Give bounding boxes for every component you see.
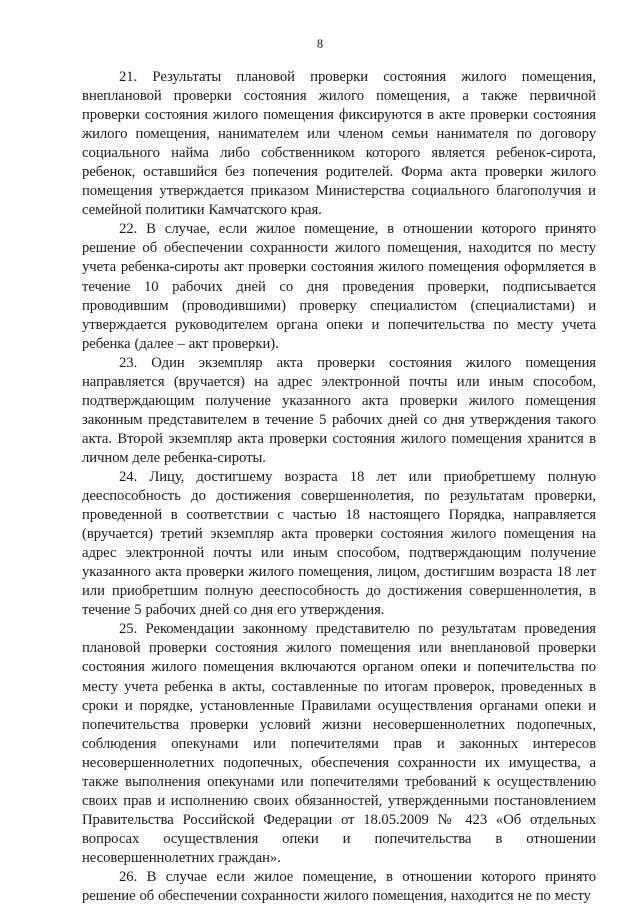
paragraph-23: 23. Один экземпляр акта проверки состояния жилого помещения направляется (вручается) на адрес электронной почты или иным способом, подтверждающим получение указанного акта проверки жилого помещения законным представителем в течение 5 рабочих дней со дня утверждения такого акта. Второй экземпляр акта проверки состояния жилого помещения хранится в личном деле ребенка-сироты. [82,354,596,466]
paragraph-26: 26. В случае если жилое помещение, в отношении которого принято решение об обеспечении сохранности жилого помещения, находится не по месту [82,868,596,905]
page-number: 8 [316,37,324,51]
paragraph-25: 25. Рекомендации законному представителю по результатам проведения плановой проверки состояния жилого помещения или внеплановой проверки состояния жилого помещения включаются органом опеки и попечительства по месту учета ребенка в акты, составленные по итогам проверок, проведенных в сроки и порядке, установленные Правилами осуществления органами опеки и попечительства проверки условий жизни несовершеннолетних подопечных, соблюдения опекунами или попечителями прав и законных интересов несовершеннолетних подопечных, обеспечения сохранности их имущества, а также выполнения опекунами или попечителями требований к осуществлению своих прав и исполнению своих обязанностей, утвержденными постановлением Правительства Российской Федерации от 18.05.2009 № 423 «Об отдельных вопросах осуществления опеки и попечительства в отношении несовершеннолетних граждан». [82,621,596,866]
paragraph-24: 24. Лицу, достигшему возраста 18 лет или приобретшему полную дееспособность до достижения совершеннолетия, по результатам проверки, проведенной в соответствии с частью 18 настоящего Порядка, направляется (вручается) третий экземпляр акта проверки состояния жилого помещения на адрес электронной почты или иным способом, подтверждающим получение указанного акта проверки жилого помещения, лицом, достигшим возраста 18 лет или приобретшим полную дееспособность до достижения совершеннолетия, в течение 5 рабочих дней со дня его утверждения. [82,468,596,619]
paragraph-21: 21. Результаты плановой проверки состояния жилого помещения, внеплановой проверки состояния жилого помещения, а также первичной проверки состояния жилого помещения фиксируются в акте проверки состояния жилого помещения, нанимателем или членом семьи нанимателя по договору социального найма либо собственником которого является ребенок-сирота, ребенок, оставшийся без попечения родителей. Форма акта проверки жилого помещения утверждается приказом Министерства социального благополучия и семейной политики Камчатского края. [82,69,596,219]
paragraph-22: 22. В случае, если жилое помещение, в отношении которого принято решение об обеспечении сохранности жилого помещения, находится по месту учета ребенка-сироты акт проверки состояния жилого помещения оформляется в течение 10 рабочих дней со дня проведения проверки, подписывается проводившим (проводившими) проверку специалистом (специалистами) и утверждается руководителем органа опеки и попечительства по месту учета ребенка (далее – акт проверки). [82,221,596,352]
document-body [82,68,596,906]
